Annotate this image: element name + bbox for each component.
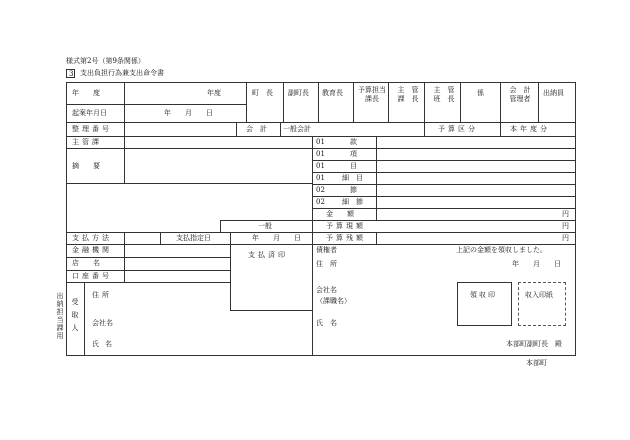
budget-item-code: 01 bbox=[316, 150, 325, 158]
payment-date-value: 年 月 日 bbox=[252, 234, 301, 242]
receipt-seal-label: 領収印 bbox=[470, 291, 497, 299]
branch-label: 店 名 bbox=[72, 259, 100, 267]
approver-education: 教育長 bbox=[322, 89, 343, 97]
budget-item-code: 01 bbox=[316, 138, 325, 146]
fiscal-year-label: 本年度分 bbox=[510, 125, 550, 133]
budget-item-label: 款 bbox=[350, 138, 357, 146]
account-label: 口座番号 bbox=[72, 272, 112, 280]
receipt-date-value: 年 月 日 bbox=[512, 260, 561, 268]
approver-mayor: 町 長 bbox=[252, 89, 273, 97]
designated-date-label: 支払指定日 bbox=[176, 234, 211, 242]
form-number-box bbox=[66, 69, 75, 78]
budget-item-label: 目 bbox=[350, 162, 357, 170]
creditor-company-label: 会社名 bbox=[316, 286, 337, 294]
recipient-label: 受取人 bbox=[71, 298, 79, 337]
budget-category-label: 予算区分 bbox=[438, 125, 478, 133]
budget-item-label: 項 bbox=[350, 150, 357, 158]
revenue-stamp-label: 収入印紙 bbox=[525, 291, 553, 299]
year-label: 年 度 bbox=[72, 89, 100, 97]
budget-item-label: 細 節 bbox=[342, 198, 363, 206]
dept-label: 主管課 bbox=[72, 138, 102, 146]
creditor-name-label: 氏 名 bbox=[316, 319, 337, 327]
recipient-company-label: 会社名 bbox=[92, 319, 113, 327]
budget-item-code: 02 bbox=[316, 186, 325, 194]
creditor-address-label: 住 所 bbox=[316, 260, 337, 268]
receipt-text: 上記の金額を領収しました。 bbox=[456, 246, 547, 254]
budget-item-code: 02 bbox=[316, 198, 325, 206]
recipient-name-label: 氏名 bbox=[92, 340, 118, 348]
form-id: 様式第2号（第9条関係） bbox=[66, 57, 145, 65]
current-budget-label: 予算現額 bbox=[326, 222, 366, 230]
ref-number-label: 整理番号 bbox=[72, 125, 112, 133]
amount-label: 金 額 bbox=[326, 210, 354, 218]
general-label: 一般 bbox=[258, 222, 272, 230]
accounting-value: 一般会計 bbox=[283, 125, 311, 133]
accounting-label: 会 計 bbox=[246, 125, 267, 133]
form-number: 3 bbox=[69, 70, 74, 78]
approver-main-section-chief: 主 管 課 長 bbox=[397, 86, 426, 103]
addressee: 本部町副町長 殿 bbox=[506, 340, 562, 348]
draft-date-label: 起案年月日 bbox=[72, 109, 107, 117]
year-suffix: 年度 bbox=[207, 89, 221, 97]
approver-deputy-mayor: 副町長 bbox=[288, 89, 309, 97]
approver-budget-chief: 予算担当課長 bbox=[358, 86, 386, 103]
recipient-address-label: 住所 bbox=[92, 291, 112, 299]
summary-label: 摘 要 bbox=[72, 162, 100, 170]
approver-accounting-manager: 会 計 管理者 bbox=[509, 86, 538, 103]
revenue-stamp-box bbox=[518, 282, 566, 326]
payment-method-label: 支払方法 bbox=[72, 234, 112, 242]
approver-main-team-chief: 主 管 班 長 bbox=[433, 86, 462, 103]
budget-item-code: 01 bbox=[316, 174, 325, 182]
budget-item-label: 節 bbox=[350, 186, 357, 194]
receipt-seal-box bbox=[457, 282, 512, 326]
draft-date-value: 年 月 日 bbox=[164, 109, 213, 117]
yen-unit: 円 bbox=[562, 222, 569, 230]
budget-balance-label: 予算残額 bbox=[326, 234, 366, 242]
budget-item-code: 01 bbox=[316, 162, 325, 170]
cashier-side-label: 出納担当課用 bbox=[56, 292, 64, 340]
form-title: 支出負担行為兼支出命令書 bbox=[80, 69, 164, 77]
creditor-dept-label: （課職名） bbox=[316, 297, 351, 305]
approver-staff: 係 bbox=[477, 89, 484, 97]
paid-stamp-label: 支払済印 bbox=[248, 251, 288, 259]
approver-cashier: 出納員 bbox=[543, 89, 564, 97]
town-name: 本部町 bbox=[526, 359, 547, 367]
budget-item-label: 細 目 bbox=[342, 174, 363, 182]
bank-label: 金融機関 bbox=[72, 246, 112, 254]
yen-unit: 円 bbox=[562, 234, 569, 242]
creditor-label: 債権者 bbox=[316, 246, 337, 254]
yen-unit: 円 bbox=[562, 210, 569, 218]
